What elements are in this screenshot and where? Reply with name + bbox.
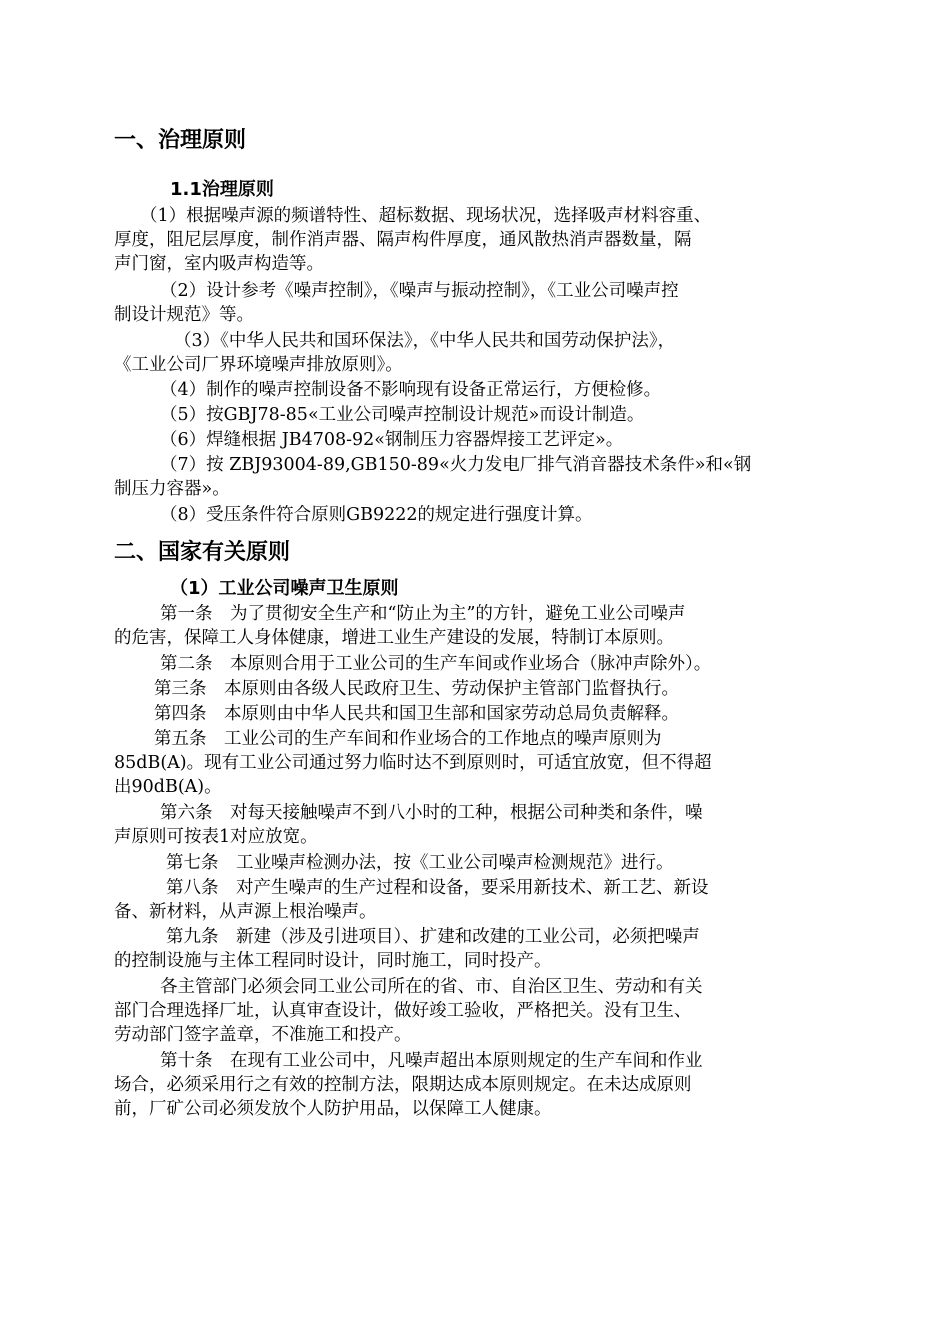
text-line: 厚度，阻尼层厚度，制作消声器、隔声构件厚度，通风散热消声器数量，隔: [114, 230, 692, 251]
text-line: 部门合理选择厂址，认真审查设计，做好竣工验收，严格把关。没有卫生、: [114, 1001, 692, 1022]
text-line: 制设计规范》等。: [114, 305, 254, 326]
article-9: [114, 925, 874, 973]
section-1-heading: 一、治理原则: [114, 128, 247, 153]
principle-item-7: [114, 453, 874, 501]
text-line: 声原则可按表1对应放宽。: [114, 827, 318, 848]
text-line: 出90dB(A)。: [114, 777, 222, 798]
text-line: （3）《中华人民共和国环保法》，《中华人民共和国劳动保护法》，: [174, 331, 676, 351]
section-1-subheading: 1.1治理原则: [170, 179, 274, 200]
principle-item-6: [114, 428, 874, 452]
text-line: 第四条 本原则由中华人民共和国卫生部和国家劳动总局负责解释。: [154, 704, 679, 724]
text-line: 第五条 工业公司的生产车间和作业场合的工作地点的噪声原则为: [154, 729, 662, 749]
principle-item-5: [114, 403, 874, 427]
text-line: 声门窗，室内吸声构造等。: [114, 254, 324, 275]
text-line: 制压力容器»。: [114, 479, 230, 500]
text-line: 的危害，保障工人身体健康，增进工业生产建设的发展，特制订本原则。: [114, 628, 674, 649]
text-line: （5）按GBJ78-85«工业公司噪声控制设计规范»而设计制造。: [160, 405, 645, 425]
article-1: [114, 602, 874, 650]
text-line: 前，厂矿公司必须发放个人防护用品，以保障工人健康。: [114, 1099, 552, 1120]
section-2-subheading: （1）工业公司噪声卫生原则: [170, 578, 399, 599]
principle-item-2: [114, 279, 874, 327]
section-2-heading: 二、国家有关原则: [114, 540, 291, 565]
article-3: [114, 677, 874, 701]
text-line: 第七条 工业噪声检测办法，按《工业公司噪声检测规范》进行。: [166, 853, 674, 873]
text-line: 第八条 对产生噪声的生产过程和设备，要采用新技术、新工艺、新设: [166, 878, 709, 898]
text-line: 第六条 对每天接触噪声不到八小时的工种，根据公司种类和条件，噪: [160, 803, 703, 823]
text-line: （8）受压条件符合原则GB9222的规定进行强度计算。: [160, 505, 593, 525]
principle-item-1: [114, 204, 874, 277]
article-4: [114, 702, 874, 726]
article-2: [114, 652, 874, 676]
article-10: [114, 1049, 874, 1122]
article-5: [114, 727, 874, 800]
text-line: （1）根据噪声源的频谱特性、超标数据、现场状况，选择吸声材料容重、: [140, 206, 712, 226]
article-6: [114, 801, 874, 849]
text-line: 第九条 新建（涉及引进项目）、扩建和改建的工业公司，必须把噪声: [166, 927, 700, 947]
text-line: 第十条 在现有工业公司中，凡噪声超出本原则规定的生产车间和作业: [160, 1051, 703, 1071]
text-line: （6）焊缝根据 JB4708-92«钢制压力容器焊接工艺评定»。: [160, 430, 624, 450]
text-line: 各主管部门必须会同工业公司所在的省、市、自治区卫生、劳动和有关: [160, 977, 703, 997]
text-line: 劳动部门签字盖章，不准施工和投产。: [114, 1025, 412, 1046]
principle-item-4: [114, 378, 874, 402]
principle-item-3: [114, 329, 874, 377]
text-line: 场合，必须采用行之有效的控制方法，限期达成本原则规定。在未达成原则: [114, 1075, 692, 1096]
text-line: 第二条 本原则合用于工业公司的生产车间或作业场合（脉冲声除外）。: [160, 654, 712, 674]
text-line: 第三条 本原则由各级人民政府卫生、劳动保护主管部门监督执行。: [154, 679, 679, 699]
text-line: 85dB(A)。现有工业公司通过努力临时达不到原则时，可适宜放宽，但不得超: [114, 753, 712, 774]
article-8: [114, 876, 874, 924]
article-7: [114, 851, 874, 875]
article-9-continuation: [114, 975, 874, 1048]
text-line: 第一条 为了贯彻安全生产和“防止为主”的方针，避免工业公司噪声: [160, 604, 686, 624]
text-line: 《工业公司厂界环境噪声排放原则》。: [114, 355, 403, 376]
text-line: 备、新材料，从声源上根治噪声。: [114, 902, 377, 923]
text-line: （4）制作的噪声控制设备不影响现有设备正常运行，方便检修。: [160, 380, 662, 400]
principle-item-8: [114, 503, 874, 527]
text-line: （7）按 ZBJ93004-89,GB150-89«火力发电厂排气消音器技术条件»和«钢: [160, 455, 752, 475]
text-line: 的控制设施与主体工程同时设计，同时施工，同时投产。: [114, 951, 552, 972]
text-line: （2）设计参考《噪声控制》，《噪声与振动控制》，《工业公司噪声控: [160, 281, 679, 301]
